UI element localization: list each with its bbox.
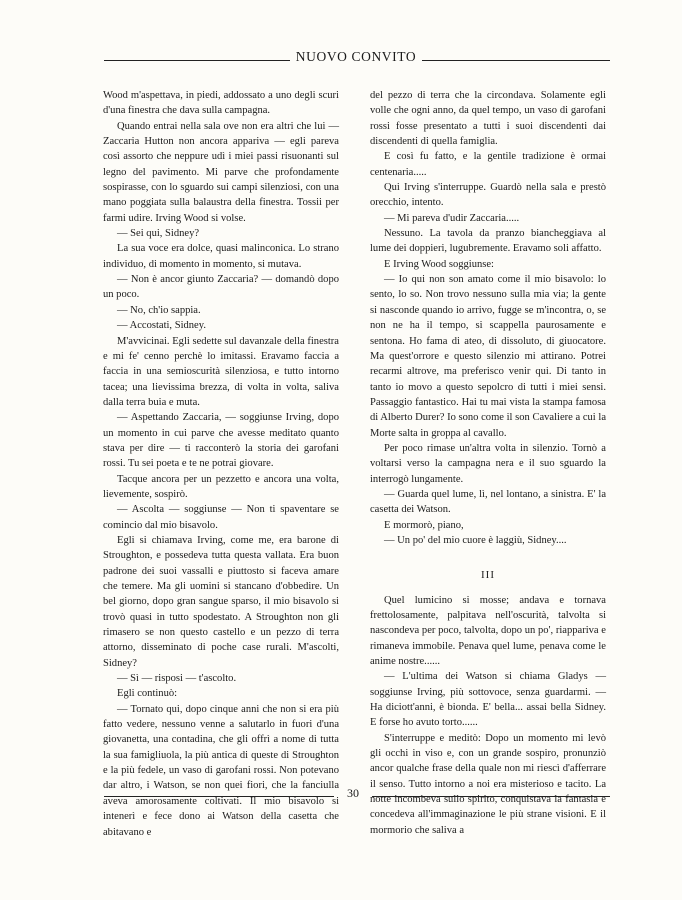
paragraph: Tacque ancora per un pezzetto e ancora una volta, lievemente, sospirò. [103,473,339,500]
footer-rule-right [372,796,610,797]
paragraph: S'interruppe e meditò: Dopo un momento mi levò gli occhi in viso e, con un grande sospiro, pronunziò ancor qualche frase della quale non mi riescì d'afferrare il senso. Tutto intorno a noi era misterioso e tacito. La notte incombeva sullo spirito, conquistava la fantasia e concedeva all'immaginazione le più strane visioni. E il mormorio che saliva a [370,732,606,836]
paragraph: — Tornato qui, dopo cinque anni che non si era più fatto vedere, nessuno venne a salutarlo in fuori d'una giovanetta, una contadina, che gli offrì a nome di tutta la sua famigliuola, la più antica di queste di Stroughton e la più fedele, un vaso di garofani rossi. Non potevano dar altro, i Watson, se non quei fiori, che la fanciulla aveva amorosamente coltivati. Il mio bisavolo si intenerì e fece dono ai Watson della casetta che abitavano e [103,703,339,838]
paragraph: — Non è ancor giunto Zaccaria? — domandò dopo un poco. [103,274,339,301]
paragraph: E mormorò, piano, [384,519,464,531]
paragraph: Egli si chiamava Irving, come me, era barone di Stroughton, e possedeva tutta questa vallata. Era buon padrone dei suoi vassalli e piuttosto si faceva amare che temere. Ma gli uomini si stancano d'obbedire. Un bel giorno, dopo gran sangue sparso, il mio bisavolo si trovò quasi in tutto spodestato. A Stroughton non gli rimasero se non questo castello e un pezzo di terra attorno, disseminato di poche case rurali. M'ascolti, Sidney? [103,534,339,669]
paragraph: — Mi pareva d'udir Zaccaria..... [384,212,520,224]
paragraph: — Io qui non son amato come il mio bisavolo: lo sento, lo so. Non trovo nessuno sulla mia via; la gente si nasconde quando io arrivo, fugge se m'incontra, o, se non ne ha il tempo, si scappella paurosamente e sentona. Ho fama di ateo, di dissoluto, di giuocatore. Ma quest'orrore e questo silenzio mi attirano. Potrei recarmi altrove, ma preferisco venir qui. Di tanto in tanto io movo a questo sepolcro di tutti i miei sensi. Passaggio fantastico. Hai tu mai vista la stampa famosa di Alberto Durer? Io sono come il son Cavaliere a cui la Morte salta in groppa al cavallo. [370,274,606,439]
paragraph: — Sei qui, Sidney? [117,228,200,240]
paragraph: — No, ch'io sappia. [117,304,201,316]
page-number: 30 [347,786,359,800]
paragraph: Per poco rimase un'altra volta in silenzio. Tornò a voltarsi verso la campagna nera e il suo sguardo la interrogò lungamente. [370,442,606,485]
paragraph: — Un po' del mio cuore è laggiù, Sidney.... [384,534,567,546]
section-number: III [481,569,495,582]
paragraph: — L'ultima dei Watson si chiama Gladys — soggiunse Irving, più sottovoce, senza guardarmi. — Ha diciott'anni, è bionda. E' bella... assai bella Sidney. E forse ho avuto torto...... [370,671,606,729]
paragraph: — Ascolta — soggiunse — Non ti spaventare se comincio dal mio bisavolo. [103,504,339,531]
paragraph: Qui Irving s'interruppe. Guardò nella sala e prestò orecchio, intento. [370,182,606,209]
paragraph: Quel lumicino si mosse; andava e tornava frettolosamente, palpitava nell'oscurità, talvolta si nascondeva per poco, talvolta, dopo un po', riappariva e rimaneva immobile. Penava quel lume, penava come le anime nostre...... [370,594,606,668]
header-rule-right [422,60,610,61]
paragraph: La sua voce era dolce, quasi malinconica. Lo strano individuo, di momento in momento, si mutava. [103,243,339,270]
paragraph: Nessuno. La tavola da pranzo biancheggiava al lume dei doppieri, lugubremente. Eravamo soli affatto. [370,228,606,255]
paragraph: E così fu fatto, e la gentile tradizione è ormai centenaria..... [370,151,606,178]
left-text-column [103,88,339,840]
paragraph: E Irving Wood soggiunse: [384,258,494,270]
right-text-column [370,88,606,838]
paragraph: — Guarda quel lume, lì, nel lontano, a sinistra. E' la casetta dei Watson. [370,488,606,516]
paragraph: M'avvicinai. Egli sedette sul davanzale della finestra e mi fe' cenno perchè lo imitassi. Eravamo faccia a faccia in una semioscurità silenziosa, e tutto intorno tacea; una lievissima brezza, di volta in volta, saliva dalla terra buia e muta. [103,335,339,408]
running-title: NUOVO CONVITO [295,49,417,64]
footer-rule-left [104,796,334,797]
paragraph: — Aspettando Zaccaria, — soggiunse Irving, dopo un momento in cui parve che avesse meditato quanto stava per dire — ti racconterò la storia dei garofani rossi. Tu sei poeta e te ne potrai giovare. [103,412,339,470]
paragraph: Egli continuò: [117,688,178,700]
paragraph: Quando entrai nella sala ove non era altri che lui — Zaccaria Hutton non ancora appariva — egli pareva così assorto che neppure udì i miei passi risuonanti sul legno del pavimento. Mi parve che profondamente sospirasse, con lo sguardo sui campi silenziosi, con una mano poggiata sulla balaustra della finestra. Tossii per farmi udire. Irving Wood si volse. [103,120,339,224]
header-rule-left [104,60,290,61]
paragraph: — Accostati, Sidney. [117,320,206,332]
paragraph: del pezzo di terra che la circondava. Solamente egli volle che ogni anno, da quel tempo, un vaso di garofani rossi fosse presentato a tutti i suoi discendenti dai discendenti di quella famiglia. [370,90,606,148]
paragraph: — Sì — risposi — t'ascolto. [117,673,237,685]
paragraph: Wood m'aspettava, in piedi, addossato a uno degli scuri d'una finestra che dava sulla campagna. [103,90,339,117]
